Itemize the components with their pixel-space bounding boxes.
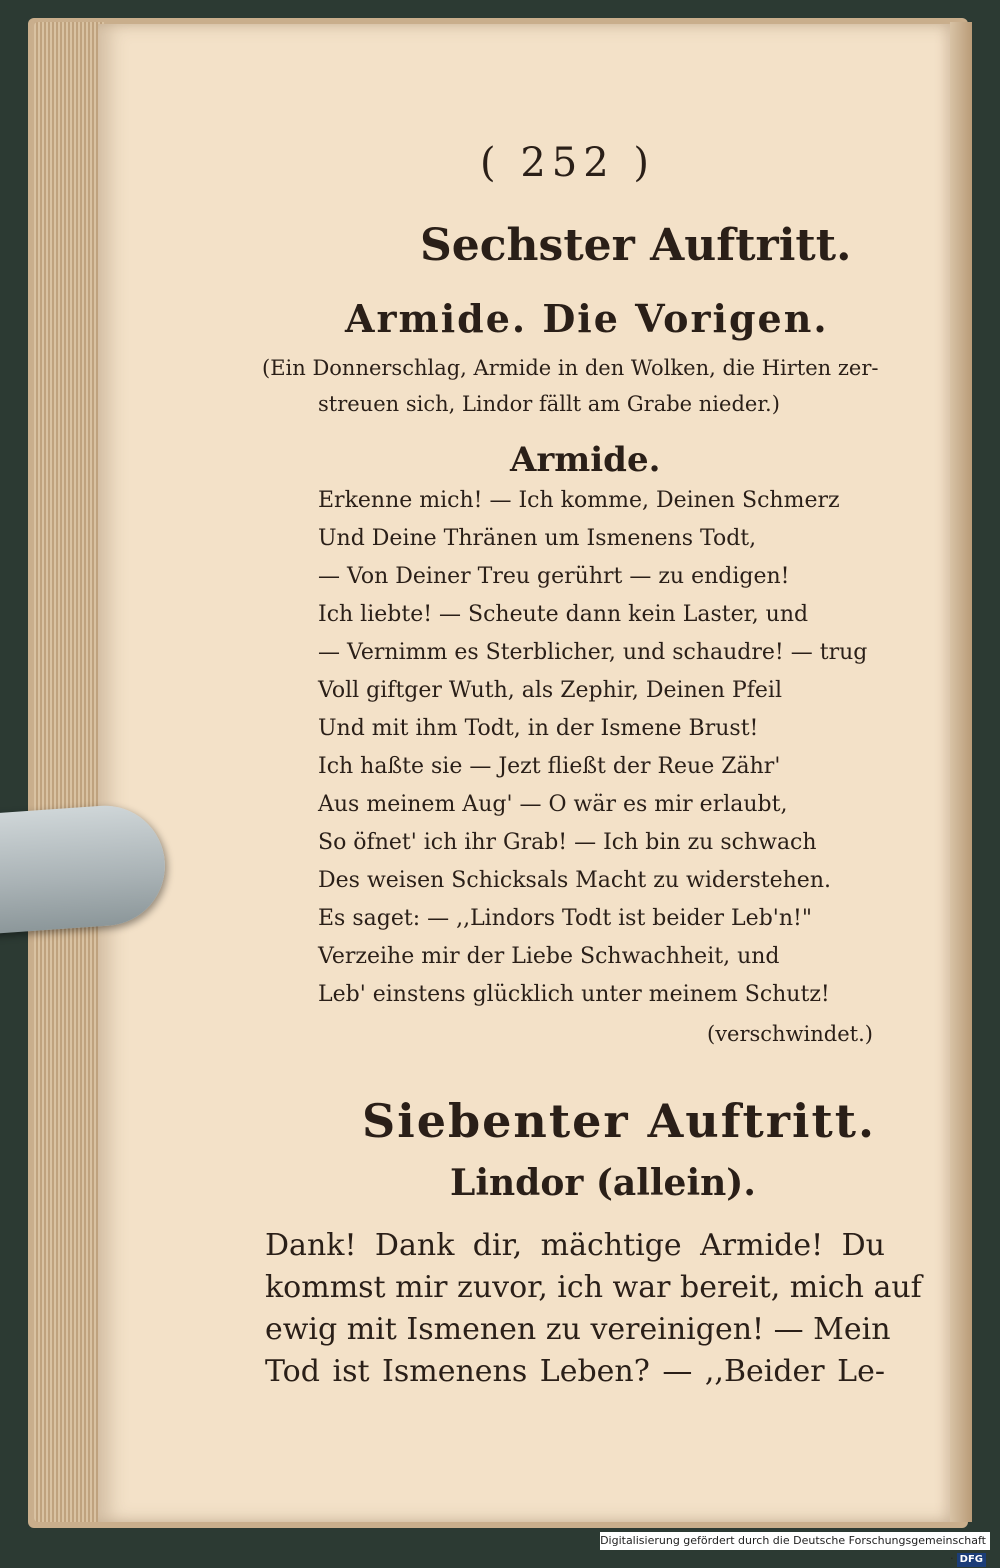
verse-line: Erkenne mich! — Ich komme, Deinen Schmerz xyxy=(318,488,840,513)
prose-line: kommst mir zuvor, ich war bereit, mich auf xyxy=(265,1270,922,1305)
footer-text: Digitalisierung gefördert durch die Deutsche Forschungsgemeinschaft · xyxy=(600,1534,986,1565)
page-stack-edge xyxy=(34,22,104,1522)
verse-line: Ich haßte sie — Jezt fließt der Reue Zähr' xyxy=(318,754,781,779)
verse-line: — Vernimm es Sterblicher, und schaudre! — trug xyxy=(318,640,868,665)
scene-7-title: Siebenter Auftritt. xyxy=(362,1094,876,1148)
prose-line: Tod ist Ismenens Leben? — ,,Beider Le- xyxy=(265,1354,885,1389)
prose-line: ewig mit Ismenen zu vereinigen! — Mein xyxy=(265,1312,891,1347)
verse-line: So öfnet' ich ihr Grab! — Ich bin zu schwach xyxy=(318,830,817,855)
scene-7-characters: Lindor (allein). xyxy=(450,1162,756,1204)
exit-direction: (verschwindet.) xyxy=(707,1022,873,1046)
verse-line: Es saget: — ,,Lindors Todt ist beider Leb'n!" xyxy=(318,906,812,931)
verse-line: Des weisen Schicksals Macht zu widerstehen. xyxy=(318,868,831,893)
prose-line: Dank! Dank dir, mächtige Armide! Du xyxy=(265,1228,885,1263)
verse-line: Aus meinem Aug' — O wär es mir erlaubt, xyxy=(318,792,788,817)
dfg-logo: DFG xyxy=(957,1553,986,1567)
scene-6-characters: Armide. Die Vorigen. xyxy=(345,296,829,341)
stage-direction-line: streuen sich, Lindor fällt am Grabe nieder.) xyxy=(318,392,780,416)
page-number: ( 252 ) xyxy=(480,140,655,186)
verse-line: Leb' einstens glücklich unter meinem Schutz! xyxy=(318,982,830,1007)
verse-line: Ich liebte! — Scheute dann kein Laster, und xyxy=(318,602,809,627)
verse-line: — Von Deiner Treu gerührt — zu endigen! xyxy=(318,564,790,589)
binding-edge xyxy=(950,22,972,1522)
stage-direction-line: (Ein Donnerschlag, Armide in den Wolken, die Hirten zer- xyxy=(262,356,879,380)
verse-line: Voll giftger Wuth, als Zephir, Deinen Pfeil xyxy=(318,678,782,703)
verse-line: Und mit ihm Todt, in der Ismene Brust! xyxy=(318,716,759,741)
scene-6-title: Sechster Auftritt. xyxy=(420,220,852,271)
digitization-footer xyxy=(600,1532,990,1565)
speaker-name: Armide. xyxy=(510,440,661,480)
verse-line: Verzeihe mir der Liebe Schwachheit, und xyxy=(318,944,780,969)
verse-line: Und Deine Thränen um Ismenens Todt, xyxy=(318,526,757,551)
